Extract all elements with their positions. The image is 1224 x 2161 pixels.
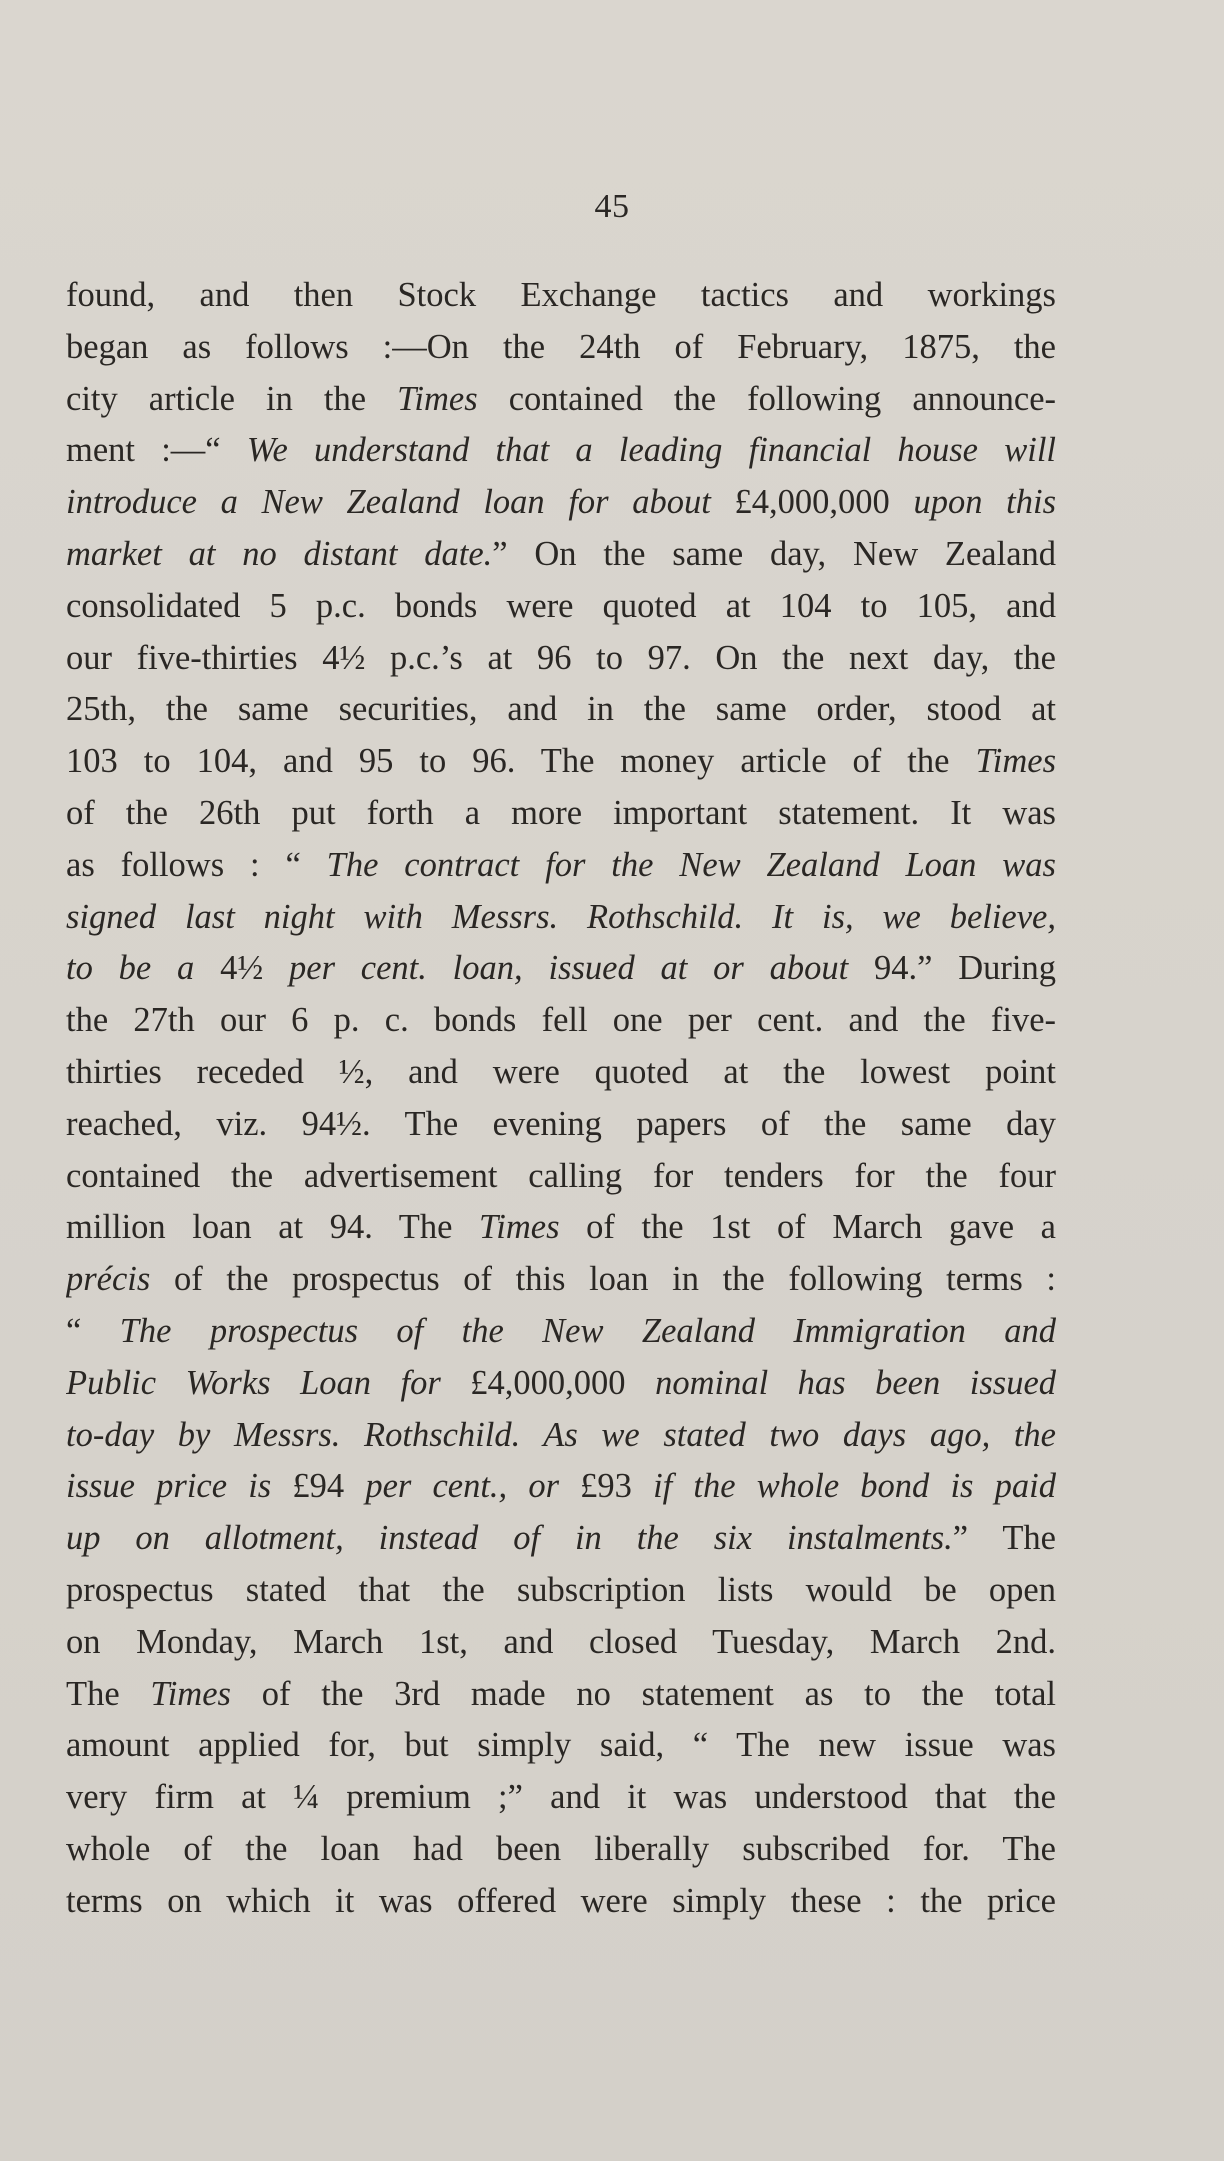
italic-text: Times — [397, 379, 478, 418]
text-segment: of the prospectus of this loan in the following terms : — [150, 1260, 1056, 1299]
text-line — [66, 1047, 1056, 1099]
italic-text: nominal has been issued — [655, 1363, 1056, 1402]
text-segment: as follows : “ — [66, 845, 327, 884]
text-segment: amount applied for, but simply said, “ The new issue was — [66, 1726, 1056, 1765]
text-segment: 94.” During — [848, 949, 1056, 988]
text-segment: “ — [66, 1311, 120, 1350]
italic-text: The prospectus of the New Zealand Immigration and — [119, 1311, 1056, 1350]
italic-text: to be a — [66, 949, 195, 988]
body-text — [66, 270, 1056, 1928]
text-line — [66, 270, 1056, 322]
italic-text: We understand that a leading financial house will — [246, 431, 1056, 470]
text-line — [66, 995, 1056, 1047]
italic-text: Times — [479, 1208, 560, 1247]
text-segment: terms on which it was offered were simply these : the price — [66, 1881, 1056, 1920]
text-segment: of the 3rd made no statement as to the total — [230, 1674, 1056, 1713]
text-segment: 25th, the same securities, and in the same order, stood at — [66, 690, 1056, 729]
italic-text: issue price is — [66, 1467, 272, 1506]
text-line — [66, 1824, 1056, 1876]
text-segment: very firm at ¼ premium ;” and it was understood that the — [66, 1778, 1056, 1817]
text-line — [66, 1669, 1056, 1721]
text-line — [66, 943, 1056, 995]
text-segment: prospectus stated that the subscription lists would be open — [66, 1570, 1056, 1609]
page-number: 45 — [594, 188, 630, 225]
text-line — [66, 788, 1056, 840]
text-line — [66, 1410, 1056, 1462]
text-segment: began as follows :—On the 24th of February, 1875, the — [66, 327, 1056, 366]
text-line — [66, 1099, 1056, 1151]
text-segment: contained the advertisement calling for tenders for the four — [66, 1156, 1056, 1195]
text-segment: consolidated 5 p.c. bonds were quoted at 104 to 105, and — [66, 586, 1056, 625]
text-line — [66, 374, 1056, 426]
text-segment: ” The — [952, 1519, 1056, 1558]
text-segment: ” On the same day, New Zealand — [492, 534, 1056, 573]
text-line — [66, 1617, 1056, 1669]
text-line — [66, 1151, 1056, 1203]
italic-text: to-day by Messrs. Rothschild. As we stated two days ago, the — [66, 1415, 1056, 1454]
text-line — [66, 529, 1056, 581]
italic-text: if the whole bond is paid — [653, 1467, 1056, 1506]
italic-text: Public Works Loan for — [66, 1363, 441, 1402]
text-line — [66, 581, 1056, 633]
italic-text: per cent., or — [365, 1467, 560, 1506]
text-line — [66, 425, 1056, 477]
text-segment: city article in the — [66, 379, 398, 418]
text-line — [66, 1876, 1056, 1928]
text-segment: £4,000,000 — [440, 1363, 656, 1402]
text-line — [66, 633, 1056, 685]
text-line — [66, 736, 1056, 788]
text-segment: the 27th our 6 p. c. bonds fell one per cent. and the five- — [66, 1001, 1056, 1040]
text-segment: The — [66, 1674, 151, 1713]
text-line — [66, 892, 1056, 944]
italic-text: market at no distant date. — [66, 534, 493, 573]
text-line — [66, 1772, 1056, 1824]
text-line — [66, 1565, 1056, 1617]
italic-text: per cent. loan, issued at or about — [289, 949, 849, 988]
text-line — [66, 322, 1056, 374]
text-line — [66, 1513, 1056, 1565]
text-segment: thirties receded ½, and were quoted at the lowest point — [66, 1052, 1056, 1091]
text-segment: ment :—“ — [66, 431, 247, 470]
text-line — [66, 1720, 1056, 1772]
text-line — [66, 1358, 1056, 1410]
text-line — [66, 1202, 1056, 1254]
text-segment: 103 to 104, and 95 to 96. The money article of the — [66, 742, 976, 781]
italic-text: introduce a New Zealand loan for about — [66, 483, 711, 522]
italic-text: upon this — [913, 483, 1056, 522]
text-line — [66, 1306, 1056, 1358]
text-segment: whole of the loan had been liberally subscribed for. The — [66, 1829, 1056, 1868]
text-line — [66, 1461, 1056, 1513]
text-line — [66, 477, 1056, 529]
italic-text: signed last night with Messrs. Rothschild. It is, we believe, — [66, 897, 1056, 936]
text-segment: of the 1st of March gave a — [559, 1208, 1056, 1247]
italic-text: The contract for the New Zealand Loan was — [326, 845, 1056, 884]
text-segment: 4½ — [194, 949, 289, 988]
text-segment: found, and then Stock Exchange tactics and workings — [66, 276, 1056, 314]
text-segment: £94 — [271, 1467, 366, 1506]
text-line — [66, 1254, 1056, 1306]
text-segment: of the 26th put forth a more important statement. It was — [66, 793, 1056, 832]
italic-text: Times — [150, 1674, 231, 1713]
italic-text: up on allotment, instead of in the six instalments. — [66, 1519, 953, 1558]
text-line — [66, 840, 1056, 892]
text-segment: £93 — [559, 1467, 654, 1506]
text-segment: contained the following announce- — [477, 379, 1056, 418]
italic-text: Times — [975, 742, 1056, 781]
italic-text: précis — [66, 1260, 151, 1299]
text-segment: reached, viz. 94½. The evening papers of the same day — [66, 1104, 1056, 1143]
text-segment: our five-thirties 4½ p.c.’s at 96 to 97. On the next day, the — [66, 638, 1056, 677]
text-segment: £4,000,000 — [710, 483, 914, 522]
text-segment: million loan at 94. The — [66, 1208, 480, 1247]
text-segment: on Monday, March 1st, and closed Tuesday, March 2nd. — [66, 1622, 1056, 1661]
text-line — [66, 684, 1056, 736]
